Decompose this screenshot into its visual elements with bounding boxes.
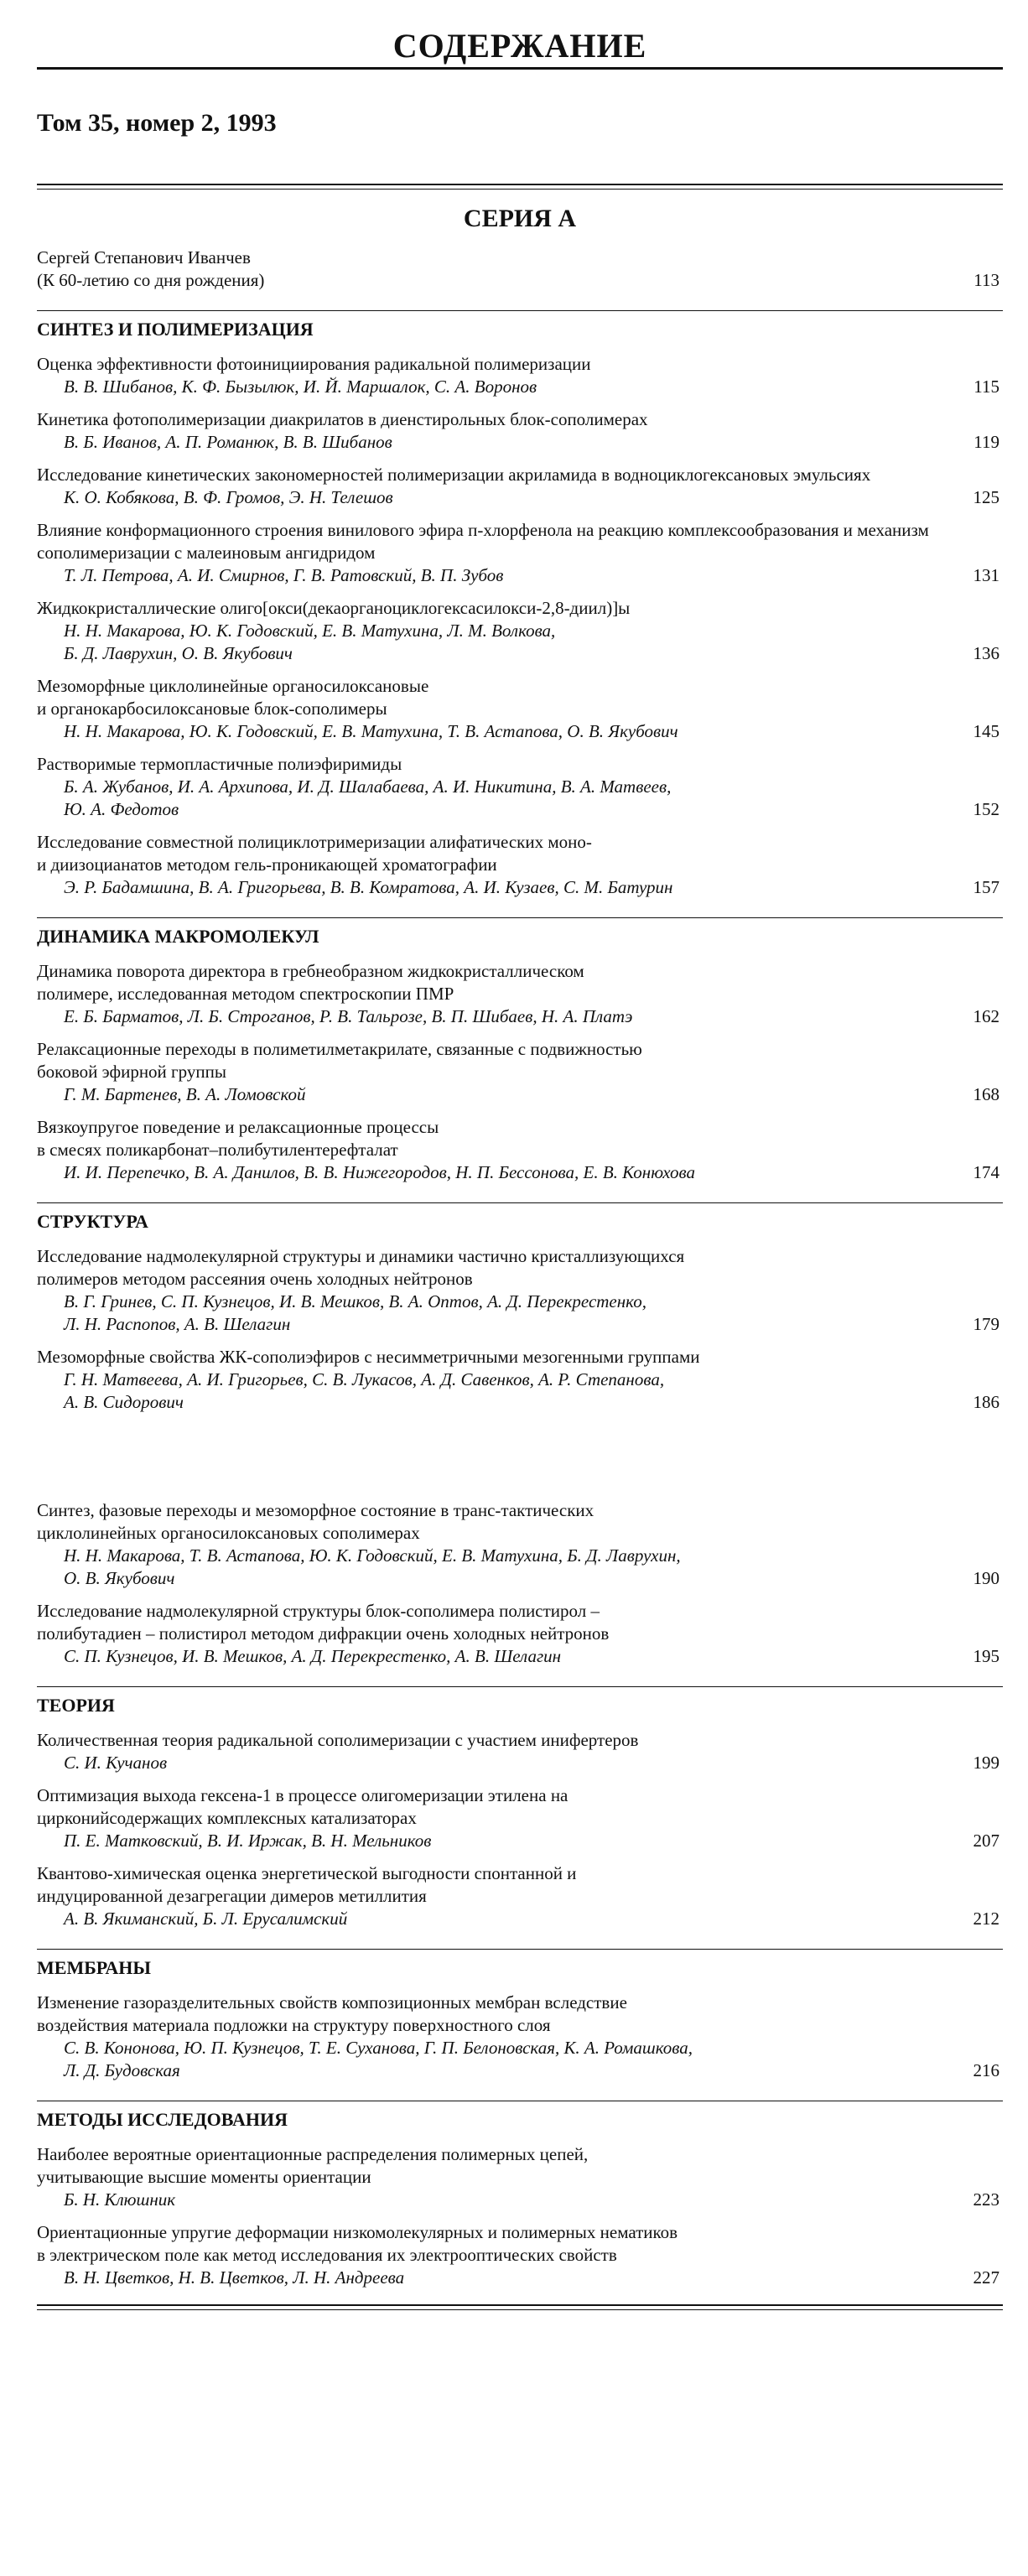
entry-authors: Н. Н. Макарова, Т. В. Астапова, Ю. К. Годовский, Е. В. Матухина, Б. Д. Лаврухин, О. В. Якубович — [64, 1545, 681, 1588]
intro-entry — [37, 247, 1003, 292]
entry-authors: С. В. Кононова, Ю. П. Кузнецов, Т. Е. Суханова, Г. П. Белоновская, К. А. Ромашкова, Л. Д. Будовская — [64, 2038, 693, 2080]
entry-title: Кинетика фотополимеризации диакрилатов в диенстирольных блок-сополимерах — [37, 409, 648, 429]
entry-title: Мезоморфные свойства ЖК-сополиэфиров с несимметричными мезогенными группами — [37, 1347, 700, 1367]
entry-authors: В. Г. Гринев, С. П. Кузнецов, И. В. Мешков, В. А. Оптов, А. Д. Перекрестенко, Л. Н. Распопов, А. В. Шелагин — [64, 1291, 646, 1334]
toc-entry — [37, 1729, 1003, 1774]
toc-entry — [37, 831, 1003, 899]
toc-entry — [37, 675, 1003, 743]
section-divider — [37, 1202, 1003, 1203]
toc-entry — [37, 464, 1003, 509]
entry-title: Оценка эффективности фотоинициирования радикальной полимеризации — [37, 354, 591, 374]
toc-entry — [37, 519, 1003, 587]
column-gap — [37, 1414, 1003, 1489]
toc-entry — [37, 408, 1003, 454]
entry-page-number: 136 — [973, 643, 999, 663]
intro-page: 113 — [973, 270, 999, 290]
series-heading: СЕРИЯ А — [463, 205, 577, 232]
entry-page-number: 190 — [973, 1568, 999, 1588]
toc-entry — [37, 753, 1003, 821]
entry-title: Исследование надмолекулярной структуры блок-сополимера полистирол – полибутадиен – полистирол методом дифракции очень холодных нейтронов — [37, 1601, 610, 1644]
entry-authors: Т. Л. Петрова, А. И. Смирнов, Г. В. Ратовский, В. П. Зубов — [64, 565, 504, 585]
section-divider — [37, 1686, 1003, 1687]
entry-authors: Э. Р. Бадамшина, В. А. Григорьева, В. В. Комратова, А. И. Кузаев, С. М. Батурин — [64, 877, 673, 897]
section-divider — [37, 1949, 1003, 1950]
header-double-rule — [37, 184, 1003, 190]
entry-page-number: 119 — [973, 432, 999, 452]
entry-title: Релаксационные переходы в полиметилметакрилате, связанные с подвижностью боковой эфирной группы — [37, 1039, 642, 1082]
entry-title: Жидкокристаллические олиго[окси(декаорганоциклогексасилокси-2,8-диил)]ы — [37, 598, 631, 618]
footer-rule-thick — [37, 2304, 1003, 2306]
entry-authors: В. Б. Иванов, А. П. Романюк, В. В. Шибанов — [64, 432, 392, 452]
toc-entry — [37, 1862, 1003, 1930]
entry-title: Динамика поворота директора в гребнеобразном жидкокристаллическом полимере, исследованная методом спектроскопии ПМР — [37, 961, 584, 1004]
toc-entry — [37, 2143, 1003, 2211]
entry-page-number: 195 — [973, 1646, 999, 1666]
entry-page-number: 199 — [973, 1753, 999, 1773]
entry-page-number: 207 — [973, 1831, 999, 1851]
entry-title: Растворимые термопластичные полиэфиримиды — [37, 754, 402, 774]
entry-page-number: 152 — [973, 799, 999, 819]
entry-authors: Г. Н. Матвеева, А. И. Григорьев, С. В. Лукасов, А. Д. Савенков, А. Р. Степанова, А. В. Сидорович — [64, 1369, 665, 1412]
section-heading: ДИНАМИКА МАКРОМОЛЕКУЛ — [37, 926, 319, 947]
entry-title: Влияние конформационного строения винилового эфира п-хлорфенола на реакцию комплексообразования и механизм сополимеризации с малеиновым ангидридом — [37, 520, 929, 563]
entry-authors: А. В. Якиманский, Б. Л. Ерусалимский — [64, 1909, 348, 1929]
volume-info: Том 35, номер 2, 1993 — [37, 109, 277, 137]
entry-authors: В. Н. Цветков, Н. В. Цветков, Л. Н. Андреева — [64, 2267, 405, 2288]
entry-page-number: 157 — [973, 877, 999, 897]
entry-page-number: 223 — [973, 2189, 999, 2210]
section-heading: МЕТОДЫ ИССЛЕДОВАНИЯ — [37, 2109, 288, 2130]
entry-title: Исследование совместной полициклотримеризации алифатических моно- и диизоцианатов методом гель-проникающей хроматографии — [37, 832, 592, 875]
toc-entry — [37, 1499, 1003, 1590]
toc-entry — [37, 2221, 1003, 2289]
toc-entry — [37, 960, 1003, 1028]
entry-authors: С. И. Кучанов — [64, 1753, 168, 1773]
contents-page — [37, 0, 1003, 2310]
section-heading: СИНТЕЗ И ПОЛИМЕРИЗАЦИЯ — [37, 319, 314, 340]
entry-title: Вязкоупругое поведение и релаксационные процессы в смесях поликарбонат–полибутилентерефталат — [37, 1117, 439, 1160]
toc-entry — [37, 1245, 1003, 1336]
entry-page-number: 216 — [973, 2060, 999, 2080]
entry-authors: С. П. Кузнецов, И. В. Мешков, А. Д. Перекрестенко, А. В. Шелагин — [64, 1646, 562, 1666]
title-rule — [37, 67, 1003, 70]
entry-page-number: 227 — [973, 2267, 999, 2288]
entry-title: Мезоморфные циклолинейные органосилоксановые и органокарбосилоксановые блок-сополимеры — [37, 676, 429, 719]
section-divider — [37, 917, 1003, 918]
intro-title: Сергей Степанович Иванчев (К 60-летию со дня рождения) — [37, 247, 265, 290]
entry-page-number: 145 — [973, 721, 999, 741]
entry-authors: Е. Б. Барматов, Л. Б. Строганов, Р. В. Тальрозе, В. П. Шибаев, Н. А. Платэ — [64, 1006, 633, 1026]
entry-authors: И. И. Перепечко, В. А. Данилов, В. В. Нижегородов, Н. П. Бессонова, Е. В. Конюхова — [64, 1162, 695, 1182]
entry-page-number: 174 — [973, 1162, 999, 1182]
entry-title: Наиболее вероятные ориентационные распределения полимерных цепей, учитывающие высшие моменты ориентации — [37, 2144, 589, 2187]
entry-authors: Б. А. Жубанов, И. А. Архипова, И. Д. Шалабаева, А. И. Никитина, В. А. Матвеев, Ю. А. Федотов — [64, 776, 672, 819]
page-title: СОДЕРЖАНИЕ — [392, 27, 647, 65]
entry-authors: Н. Н. Макарова, Ю. К. Годовский, Е. В. Матухина, Т. В. Астапова, О. В. Якубович — [64, 721, 678, 741]
toc-entry — [37, 1600, 1003, 1668]
entry-page-number: 186 — [973, 1392, 999, 1412]
entry-title: Синтез, фазовые переходы и мезоморфное состояние в транс-тактических циклолинейных органосилоксановых сополимерах — [37, 1500, 594, 1543]
section-divider — [37, 310, 1003, 311]
entry-authors: П. Е. Матковский, В. И. Иржак, В. Н. Мельников — [64, 1831, 432, 1851]
section-heading: СТРУКТУРА — [37, 1211, 148, 1232]
toc-entry — [37, 353, 1003, 398]
sections-container — [37, 310, 1003, 2310]
entry-page-number: 131 — [973, 565, 999, 585]
entry-page-number: 179 — [973, 1314, 999, 1334]
footer-double-rule — [37, 2304, 1003, 2310]
entry-title: Исследование кинетических закономерностей полимеризации акриламида в водноциклогексановых эмульсиях — [37, 465, 871, 485]
entry-title: Квантово-химическая оценка энергетической выгодности спонтанной и индуцированной дезагрегации димеров метиллития — [37, 1863, 577, 1906]
section-heading: МЕМБРАНЫ — [37, 1957, 151, 1978]
entry-authors: В. В. Шибанов, К. Ф. Бызылюк, И. Й. Маршалок, С. А. Воронов — [64, 377, 537, 397]
entry-title: Ориентационные упругие деформации низкомолекулярных и полимерных нематиков в электрическом поле как метод исследования их электрооптических свойств — [37, 2222, 678, 2265]
entry-title: Оптимизация выхода гексена-1 в процессе олигомеризации этилена на цирконийсодержащих комплексных катализаторах — [37, 1785, 569, 1828]
section-heading: ТЕОРИЯ — [37, 1695, 115, 1716]
entry-authors: Г. М. Бартенев, В. А. Ломовской — [64, 1084, 306, 1104]
toc-entry — [37, 1784, 1003, 1852]
entry-authors: Б. Н. Клюшник — [64, 2189, 176, 2210]
toc-entry — [37, 597, 1003, 665]
entry-title: Изменение газоразделительных свойств композиционных мембран вследствие воздействия материала подложки на структуру поверхностного слоя — [37, 1992, 627, 2035]
entry-page-number: 212 — [973, 1909, 999, 1929]
entry-page-number: 168 — [973, 1084, 999, 1104]
toc-entry — [37, 1992, 1003, 2082]
entry-authors: Н. Н. Макарова, Ю. К. Годовский, Е. В. Матухина, Л. М. Волкова, Б. Д. Лаврухин, О. В. Якубович — [64, 621, 556, 663]
entry-page-number: 125 — [973, 487, 999, 507]
toc-entry — [37, 1038, 1003, 1106]
entry-page-number: 115 — [973, 377, 999, 397]
toc-entry — [37, 1116, 1003, 1184]
entry-title: Количественная теория радикальной сополимеризации с участием инифертеров — [37, 1730, 639, 1750]
entry-page-number: 162 — [973, 1006, 999, 1026]
entry-authors: К. О. Кобякова, В. Ф. Громов, Э. Н. Телешов — [64, 487, 393, 507]
entry-title: Исследование надмолекулярной структуры и динамики частично кристаллизующихся полимеров методом рассеяния очень холодных нейтронов — [37, 1246, 685, 1289]
toc-entry — [37, 1346, 1003, 1414]
footer-rule-thin — [37, 2309, 1003, 2310]
